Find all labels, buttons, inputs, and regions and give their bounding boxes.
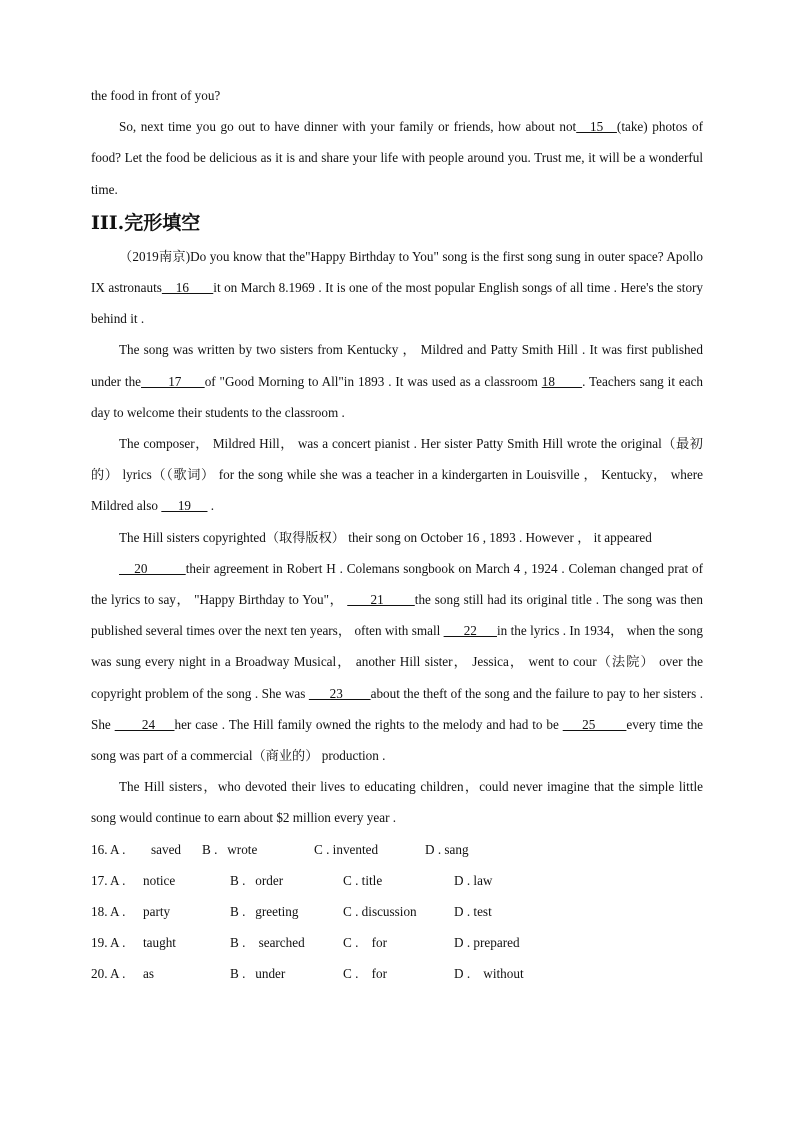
option-c: C . for (343, 966, 387, 982)
paragraph-origin (91, 334, 703, 428)
paragraph-closing (91, 771, 703, 833)
option-a: party (143, 904, 171, 920)
option-b: B . searched (230, 935, 305, 951)
text: it on March 8.1969 . It is one of the most popular English songs of all time . Here's the story behind it . (91, 280, 704, 327)
option-b: B . wrote (202, 841, 258, 857)
text: in the lyrics . In 1934， when the song was sung every night in a Broadway Musical， another Hill sister， Jessica， went to cour（法院） over the copyright problem of the song . She was (91, 623, 703, 701)
option-b: B . under (230, 966, 286, 982)
blank-19: 19 (161, 498, 208, 514)
option-d: D . law (454, 872, 493, 888)
option-d: D . prepared (454, 935, 520, 951)
option-a: taught (143, 935, 176, 951)
question-number: 20. A . (91, 966, 126, 982)
option-c: C . for (343, 935, 387, 951)
question-number: 16. A . (91, 841, 126, 857)
option-d: D . sang (425, 841, 469, 857)
text: their agreement in Robert H . Colemans songbook on March 4 , 1924 . Coleman changed prat of the lyrics to say， "Happy Birthday to You"， (91, 560, 703, 608)
text: . Teachers sang it each day to welcome their students to the classroom . (91, 373, 704, 420)
text: the song still had its original title . The song was then published several times over the next ten years， often with small (91, 592, 704, 639)
text: every time the song was part of a commercial（商业的） production . (91, 716, 704, 764)
option-row-18 (91, 896, 703, 927)
option-c: C . discussion (343, 904, 417, 920)
text: The composer， Mildred Hill， was a concert pianist . Her sister Patty Smith Hill wrote the original（最初的） lyrics（（歌词） for the song while she was a teacher in a kindergarten in Louisville ， Kentucky， where Mildred also (91, 436, 703, 514)
section-heading: III.完形填空 (91, 211, 201, 234)
text: about the theft of the song and the failure to pay to her sisters . She (91, 685, 703, 732)
blank-25: 25 (562, 716, 627, 732)
option-b: B . greeting (230, 904, 299, 920)
document-body (91, 80, 703, 990)
option-c: C . title (343, 872, 383, 888)
text: (take) photos of food? Let the food be delicious as it is and share your life with people around you. Trust me, it will be a wonderful time. (91, 119, 703, 197)
text: （2019南京)Do you know that the"Happy Birthday to You" song is the first song sung in outer space? Apollo IX astronauts (91, 248, 703, 296)
option-b: B . order (230, 872, 284, 888)
paragraph-copyright (91, 522, 703, 553)
question-number: 17. A . (91, 872, 126, 888)
paragraph-conclusion (91, 111, 703, 205)
question-number: 19. A . (91, 935, 126, 951)
text: her case . The Hill family owned the rights to the melody and had to be (174, 716, 563, 732)
option-a: saved (151, 841, 182, 857)
option-c: C . invented (314, 841, 379, 857)
option-d: D . without (454, 966, 524, 982)
blank-23: 23 (308, 685, 371, 701)
text: The song was written by two sisters from Kentucky ， Mildred and Patty Smith Hill . It was first published under the (91, 342, 703, 389)
text: So, next time you go out to have dinner with your family or friends, how about not (119, 119, 577, 135)
blank-21: 21 (347, 592, 415, 608)
option-row-16 (91, 834, 703, 865)
blank-18: 18 (541, 373, 583, 389)
text: . (207, 498, 215, 514)
option-d: D . test (454, 904, 492, 920)
paragraph-intro (91, 241, 703, 335)
text: The Hill sisters copyrighted（取得版权） their song on October 16 , 1893 . However ， it appeared (119, 529, 652, 545)
text: of "Good Morning to All"in 1893 . It was used as a classroom (204, 373, 538, 389)
options-list (91, 834, 703, 990)
blank-20: 20 (119, 560, 186, 576)
paragraph-end-of-previous (91, 80, 703, 111)
option-row-19 (91, 927, 703, 958)
option-row-17 (91, 865, 703, 896)
text: The Hill sisters，who devoted their lives to educating children，could never imagine that the simple little song would continue to earn about $2 million every year . (91, 779, 703, 826)
option-a: notice (143, 872, 176, 888)
blank-24: 24 (114, 716, 175, 732)
blank-22: 22 (443, 623, 497, 639)
blank-16: 16 (161, 280, 214, 296)
blank-17: 17 (141, 373, 205, 389)
question-number: 18. A . (91, 904, 126, 920)
option-row-20 (91, 958, 703, 989)
blank-15: 15 (576, 119, 617, 135)
text: the food in front of you? (91, 88, 221, 103)
option-a: as (143, 966, 154, 982)
paragraph-history (91, 553, 703, 771)
paragraph-composer (91, 428, 703, 522)
